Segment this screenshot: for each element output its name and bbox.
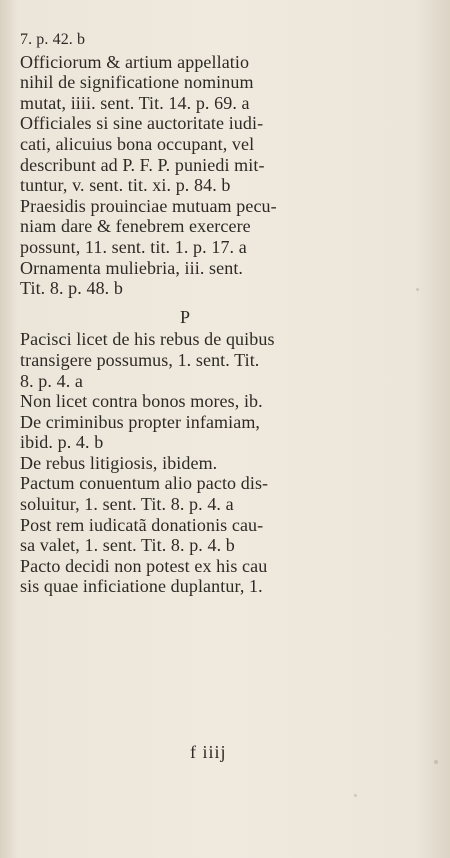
index-entry-line: Pactum conuentum alio pacto dis-: [20, 473, 269, 494]
index-entry-line: 8. p. 4. a: [20, 370, 83, 391]
index-entry-line: tuntur, v. sent. tit. xi. p. 84. b: [20, 175, 231, 196]
index-entry-line: Officiorum & artium appellatio: [20, 51, 250, 72]
index-entry-line: nihil de significatione nominum: [20, 72, 254, 93]
index-entry-line: Pacisci licet de his rebus de quibus: [20, 329, 275, 350]
page-signature-mark: f iiij: [190, 742, 227, 762]
index-entry-line: transigere possumus, 1. sent. Tit.: [20, 349, 260, 370]
paper-spot: [416, 288, 419, 291]
running-head: 7. p. 42. b: [20, 31, 86, 48]
index-entry-line: ibid. p. 4. b: [20, 432, 104, 453]
index-entry-line: soluitur, 1. sent. Tit. 8. p. 4. a: [20, 494, 234, 515]
index-entry-line: Non licet contra bonos mores, ib.: [20, 391, 263, 412]
index-entry-line: possunt, 11. sent. tit. 1. p. 17. a: [20, 236, 247, 257]
paper-spot: [434, 760, 438, 764]
index-entry-line: Pacto decidi non potest ex his cau: [20, 555, 268, 576]
index-entry-line: describunt ad P. F. P. puniedi mit-: [20, 154, 265, 175]
index-entry-line: De criminibus propter infamiam,: [20, 411, 261, 432]
index-entry-line: Ornamenta muliebria, iii. sent.: [20, 257, 244, 278]
index-entry-line: niam dare & fenebrem exercere: [20, 216, 251, 237]
index-text-block: [20, 30, 350, 597]
index-entry-line: Post rem iudicatã donationis cau-: [20, 514, 264, 535]
section-letter-heading: P: [179, 306, 191, 327]
index-entry-line: mutat, iiii. sent. Tit. 14. p. 69. a: [20, 92, 250, 113]
index-entry-line: Tit. 8. p. 48. b: [20, 278, 123, 299]
index-entry-line: sis quae inficiatione duplantur, 1.: [20, 576, 263, 597]
index-entry-line: cati, alicuius bona occupant, vel: [20, 133, 255, 154]
paper-spot: [354, 794, 357, 797]
index-entry-line: Officiales si sine auctoritate iudi-: [20, 113, 264, 134]
index-entry-line: sa valet, 1. sent. Tit. 8. p. 4. b: [20, 535, 235, 556]
index-entry-line: Praesidis prouinciae mutuam pecu-: [20, 195, 277, 216]
index-entry-line: De rebus litigiosis, ibidem.: [20, 452, 218, 473]
